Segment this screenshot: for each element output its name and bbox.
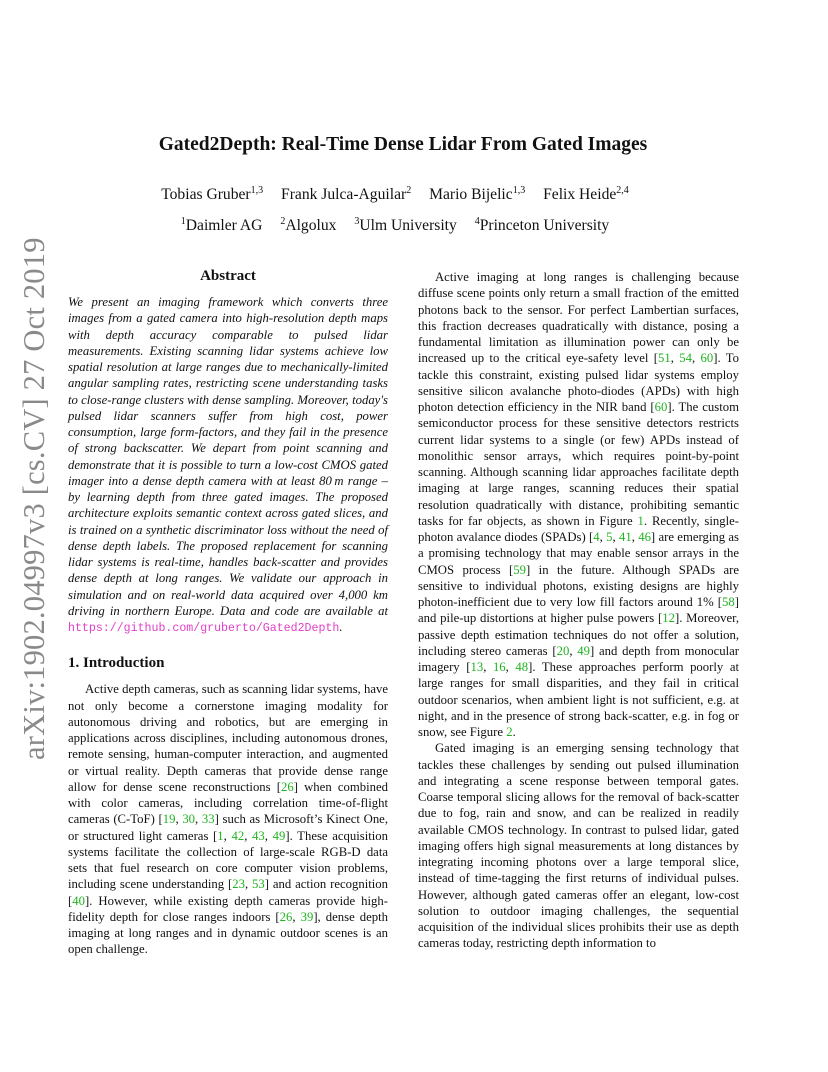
text-run: ] in the future. Although SPADs are sensitive to individual photons, existing designs are highly photon-inefficient due to very low fill factors around 1% [ bbox=[418, 562, 739, 609]
text-run: ] are emerging as a promising technology that may enable sensor arrays in the CMOS process [ bbox=[418, 530, 740, 577]
citation-link[interactable]: 16 bbox=[492, 660, 506, 674]
text-run: ]. These acquisition systems facilitate the collection of large-scale RGB-D data sets that fuel research on core computer vision problems, including scene understanding [ bbox=[68, 828, 389, 892]
citation-link[interactable]: 30 bbox=[182, 812, 196, 827]
citation-link[interactable]: 4 bbox=[593, 530, 600, 544]
text-run: ], dense depth imaging at long ranges and in dynamic outdoor scenes is an open challenge. bbox=[68, 909, 388, 957]
text-run: , bbox=[244, 877, 253, 892]
text-run: , bbox=[670, 351, 680, 366]
citation-link[interactable]: 53 bbox=[252, 877, 265, 892]
text-run: , bbox=[175, 812, 183, 827]
text-run: , bbox=[483, 660, 493, 674]
citation-link[interactable]: 42 bbox=[231, 828, 245, 843]
paper-title: Gated2Depth: Real-Time Dense Lidar From Gated Images bbox=[158, 134, 648, 155]
affiliation: $^3$Ulm University bbox=[354, 216, 457, 234]
text-run: , bbox=[223, 828, 232, 843]
affiliation: $^4$Princeton University bbox=[474, 216, 610, 234]
citation-link[interactable]: 49 bbox=[272, 828, 286, 843]
text-run: Active depth cameras, such as scanning lidar systems, have not only become a cornerstone imaging modality for autonomous driving and robotics, but are emerging in applications across disciplines, including autonomous drones, remote sensing, human-computer interaction, and augmented or virtual reality. Depth cameras that provide dense range allow for dense scene reconstructions [ bbox=[68, 682, 388, 794]
text-run: , bbox=[612, 530, 619, 544]
citation-link[interactable]: 46 bbox=[638, 530, 651, 544]
citation-link[interactable]: 41 bbox=[618, 530, 632, 544]
citation-link[interactable]: 1 bbox=[637, 513, 644, 528]
citation-link[interactable]: 59 bbox=[513, 562, 527, 577]
text-run: , bbox=[264, 828, 273, 843]
citation-link[interactable]: 33 bbox=[201, 812, 215, 827]
text-run: . bbox=[512, 725, 516, 739]
text-run: , bbox=[505, 660, 516, 674]
text-run: ] and action recognition [ bbox=[68, 877, 389, 908]
text-run: ] when combined with color cameras, including correlation time-of-flight cameras (C-ToF) [ bbox=[68, 779, 388, 827]
citation-link[interactable]: 26 bbox=[281, 779, 294, 794]
right-column bbox=[418, 269, 739, 952]
text-run: , bbox=[692, 351, 701, 366]
citation-link[interactable]: 13 bbox=[470, 660, 484, 674]
citation-link[interactable]: 58 bbox=[722, 595, 735, 609]
abstract-text: We present an imaging framework which converts three images from a gated camera into high-resolution depth maps with depth accuracy comparable to pulsed lidar measurements. Existing scanning lidar systems achieve low spatial resolution at large ranges due to mechanically-limited angular sampling rates, restricting scene understanding tasks to close-range clusters with dense sampling. Moreover, today's pulsed lidar scanners suffer from high cost, power consumption, large form-factors, and they fail in the presence of strong backscatter. We depart from point scanning and demonstrate that it is possible to turn a low-cost CMOS gated imager into a dense depth camera with at least 80 m range – by learning depth from three gated images. The proposed architecture exploits semantic context across gated slices, and is trained on a synthetic discriminator loss without the need of dense depth labels. The proposed replacement for scanning lidar systems is real-time, handles back-scatter and provides dense depth at long ranges. We validate our approach in simulation and on real-world data acquired over 4,000 km driving in northern Europe. Data and code are available at https://github.com/gruberto/Gated2Depth. bbox=[68, 295, 388, 635]
text-run: ] such as Microsoft’s Kinect One, or structured light cameras [ bbox=[68, 812, 389, 843]
citation-link[interactable]: 2 bbox=[506, 725, 513, 739]
abstract-heading: Abstract bbox=[200, 268, 256, 284]
text-run: ]. The custom semiconductor process for these sensitive detectors restricts current lidar systems to a single (or few) APDs instead of monolithic sensor arrays, which requires point-by-point scanning. Although scanning lidar approaches facilitate depth imaging at large ranges, scanning reduces their spatial resolution quadratically with distance, prohibiting semantic tasks for far objects, as shown in Figure bbox=[418, 400, 739, 528]
citation-link[interactable]: 23 bbox=[232, 877, 245, 892]
text-run: ]. These approaches perform poorly at large ranges for small disparities, and they fail in critical outdoor scenarios, when ambient light is not sufficient, e.g. at night, and in the presence of strong back-scatter, e.g. in fog or snow, see Figure bbox=[418, 660, 740, 739]
citation-link[interactable]: 54 bbox=[679, 351, 692, 366]
author-name: Tobias Gruber$^{1,3}$ bbox=[161, 185, 264, 203]
citation-link[interactable]: 43 bbox=[252, 828, 265, 843]
author-name: Frank Julca-Aguilar$^2$ bbox=[281, 185, 412, 203]
text-run: ]. Moreover, passive depth estimation techniques do not offer a solution, including stereo cameras [ bbox=[418, 611, 739, 658]
citation-link[interactable]: 5 bbox=[606, 530, 613, 544]
intro-paragraph bbox=[68, 681, 388, 957]
text-run: , bbox=[244, 828, 253, 843]
author-list bbox=[0, 186, 790, 204]
citation-link[interactable]: 12 bbox=[662, 611, 675, 626]
citation-link[interactable]: 60 bbox=[700, 351, 714, 366]
text-run: , bbox=[599, 530, 607, 544]
affiliation: $^2$Algolux bbox=[280, 216, 337, 234]
text-run: , bbox=[195, 812, 202, 827]
citation-link[interactable]: 48 bbox=[515, 660, 529, 674]
body-paragraph bbox=[418, 740, 739, 951]
introduction-heading: 1. Introduction bbox=[68, 655, 165, 672]
text-run: ]. To tackle this constraint, existing pulsed lidar systems employ sensitive silicon avalanche photo-diodes (APDs) with high photon detection efficiency in the NIR band [ bbox=[418, 351, 739, 414]
citation-link[interactable]: 51 bbox=[658, 351, 671, 366]
citation-link[interactable]: 60 bbox=[654, 400, 668, 414]
text-run: ]. However, while existing depth cameras provide high-fidelity depth for close ranges indoors [ bbox=[68, 893, 388, 924]
text-run: , bbox=[569, 643, 578, 658]
text-run: Active imaging at long ranges is challenging because diffuse scene points only return a small fraction of the emitted photons back to the sensor. For perfect Lambertian surfaces, this fraction decreases quadratically with distance, posing a fundamental limitation as illumination power can only be increased up to the critical eye-safety level [ bbox=[418, 270, 739, 366]
citation-link[interactable]: 40 bbox=[72, 893, 85, 908]
arxiv-identifier: arXiv:1902.04997v3 [cs.CV] 27 Oct 2019 bbox=[17, 237, 51, 760]
text-run: , bbox=[631, 530, 639, 544]
text-run: Gated imaging is an emerging sensing technology that tackles these challenges by sending out pulsed illumination and integrating a scene response between temporal gates. Coarse temporal slicing allows for the removal of back-scatter due to fog, rain and snow, and can be realized in readily available CMOS technology. In contrast to pulsed lidar, gated imaging offers high signal measurements at long distances by integrating incoming photons over a large temporal slice, instead of time-tagging the first returns of individual pulses. However, although gated cameras offer an elegant, low-cost solution to outdoor imaging challenges, the sequential acquisition of the individual slices prohibits their use as depth cameras today, restricting depth information to bbox=[418, 741, 739, 951]
text-run: , bbox=[292, 909, 301, 924]
body-paragraph bbox=[418, 269, 739, 740]
citation-link[interactable]: 49 bbox=[577, 643, 590, 658]
code-link[interactable]: https://github.com/gruberto/Gated2Depth bbox=[68, 622, 340, 635]
citation-link[interactable]: 1 bbox=[217, 828, 224, 843]
author-name: Felix Heide$^{2,4}$ bbox=[543, 185, 629, 203]
citation-link[interactable]: 19 bbox=[162, 812, 176, 827]
left-column bbox=[68, 267, 388, 958]
citation-link[interactable]: 39 bbox=[300, 909, 314, 924]
citation-link[interactable]: 26 bbox=[279, 909, 293, 924]
text-run: . Recently, single-photon avalance diodes (SPADs) [ bbox=[418, 513, 740, 544]
text-run: ] and pile-up distortions at higher pulse powers [ bbox=[418, 595, 739, 626]
text-run: ] and depth from monocular imagery [ bbox=[418, 643, 739, 674]
author-name: Mario Bijelic$^{1,3}$ bbox=[429, 185, 526, 203]
affiliation: $^1$Daimler AG bbox=[180, 216, 263, 234]
citation-link[interactable]: 20 bbox=[556, 643, 570, 658]
affiliation-list bbox=[0, 217, 790, 235]
